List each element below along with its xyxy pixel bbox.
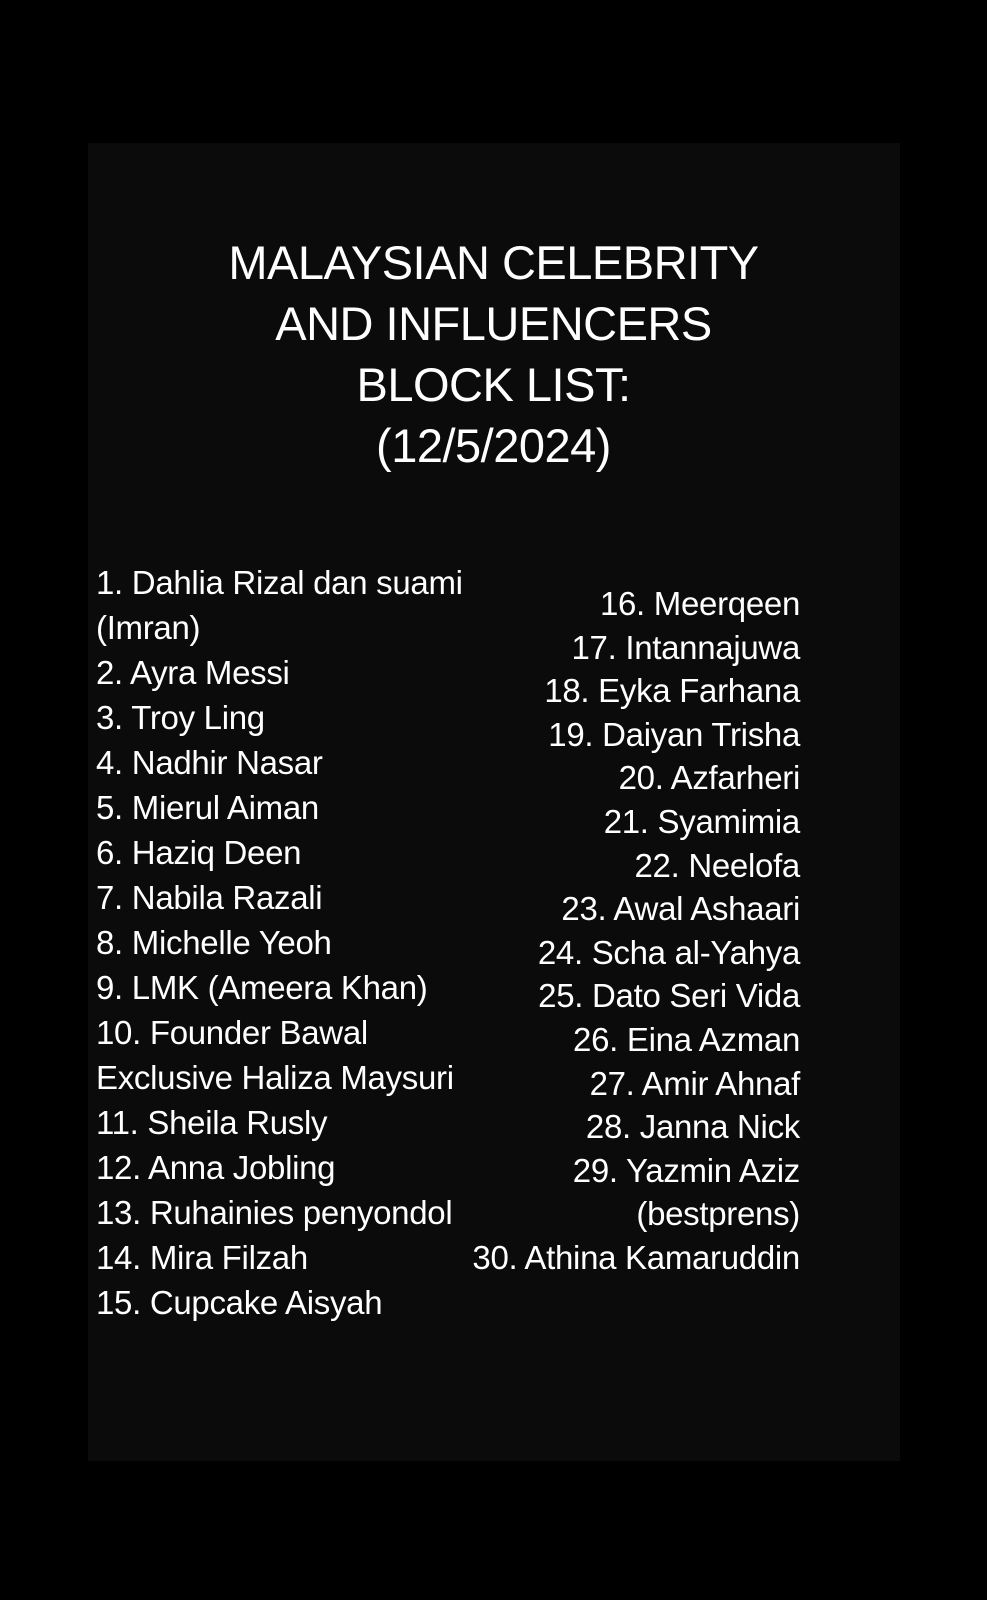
- list-item: 19. Daiyan Trisha: [548, 715, 800, 753]
- list-item: 21. Syamimia: [603, 802, 800, 840]
- list-item: 7. Nabila Razali: [96, 879, 323, 916]
- list-item: 9. LMK (Ameera Khan): [96, 969, 428, 1006]
- page-title: [0, 232, 987, 476]
- list-item: 1. Dahlia Rizal dan suami: [96, 564, 463, 601]
- list-item: (bestprens): [636, 1195, 800, 1233]
- list-item: 8. Michelle Yeoh: [96, 924, 332, 961]
- list-item: 6. Haziq Deen: [96, 834, 302, 871]
- list-item: 23. Awal Ashaari: [561, 890, 800, 928]
- list-item: 20. Azfarheri: [618, 759, 800, 797]
- list-item: 24. Scha al-Yahya: [537, 933, 800, 971]
- list-item: 14. Mira Filzah: [96, 1239, 308, 1276]
- title-line-3: BLOCK LIST:: [356, 358, 631, 411]
- list-item: 3. Troy Ling: [96, 699, 265, 736]
- list-item: 17. Intannajuwa: [571, 628, 800, 666]
- list-item: 4. Nadhir Nasar: [96, 744, 323, 781]
- block-list-right-column: [400, 582, 800, 1280]
- list-item: 10. Founder Bawal: [96, 1014, 368, 1051]
- list-item: 18. Eyka Farhana: [544, 672, 800, 710]
- title-date: (12/5/2024): [376, 419, 611, 472]
- list-item: (Imran): [96, 609, 201, 646]
- list-item: 11. Sheila Rusly: [96, 1104, 328, 1141]
- list-item: 28. Janna Nick: [585, 1108, 800, 1146]
- list-item: 25. Dato Seri Vida: [538, 977, 800, 1015]
- list-item: 22. Neelofa: [634, 846, 800, 884]
- list-item: 29. Yazmin Aziz: [572, 1151, 800, 1189]
- list-item: Exclusive Haliza Maysuri: [96, 1059, 454, 1096]
- list-item: 13. Ruhainies penyondol: [96, 1194, 453, 1231]
- list-item: 5. Mierul Aiman: [96, 789, 319, 826]
- list-item: 12. Anna Jobling: [96, 1149, 336, 1186]
- title-line-2: AND INFLUENCERS: [275, 297, 712, 350]
- list-item: 15. Cupcake Aisyah: [96, 1284, 383, 1321]
- list-item: 27. Amir Ahnaf: [589, 1064, 800, 1102]
- list-item: 16. Meerqeen: [599, 585, 800, 622]
- title-line-1: MALAYSIAN CELEBRITY: [228, 236, 759, 289]
- list-item: 26. Eina Azman: [573, 1020, 800, 1058]
- list-item: 30. Athina Kamaruddin: [472, 1238, 800, 1276]
- list-item: 2. Ayra Messi: [96, 654, 290, 691]
